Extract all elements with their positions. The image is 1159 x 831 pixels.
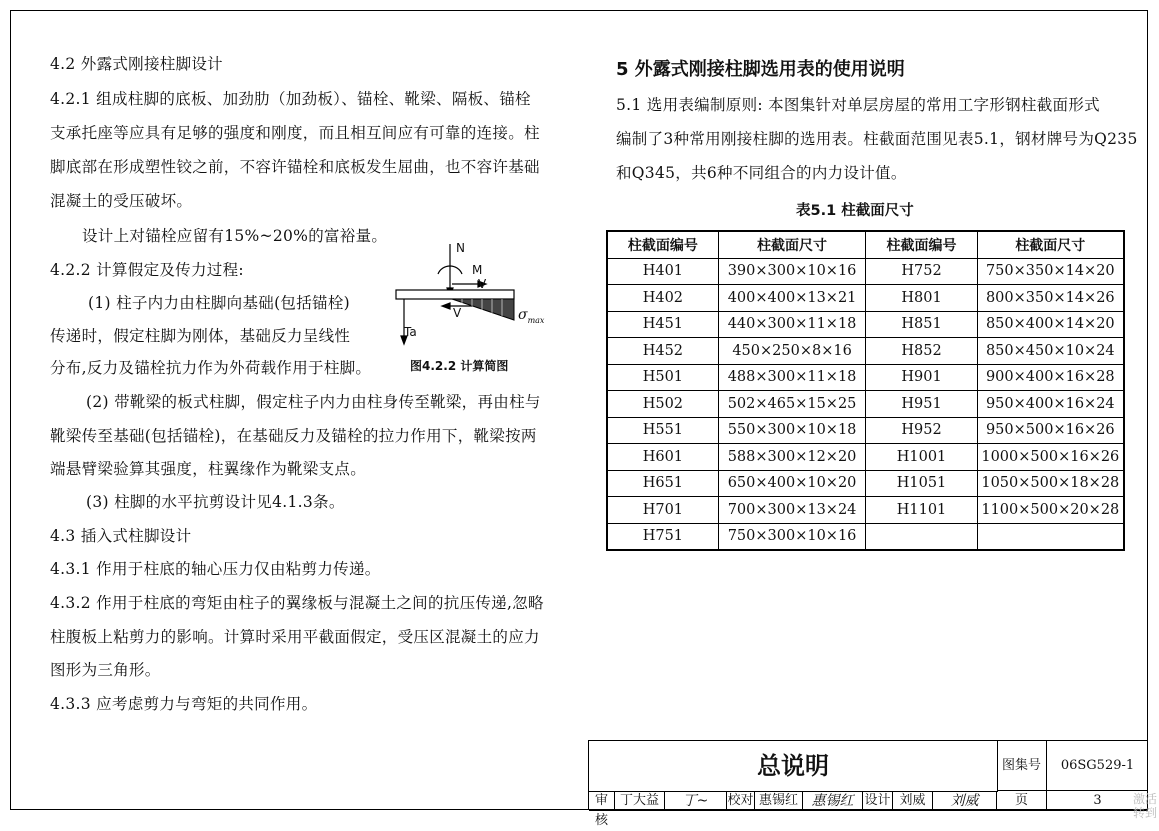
table-cell: H402 [607, 285, 718, 312]
table-cell: H551 [607, 417, 718, 444]
item1-line3: 分布,反力及锚栓抗力作为外荷载作用于柱脚。 [50, 359, 372, 377]
item1-line1: (1) 柱子内力由柱脚向基础(包括锚栓) [88, 294, 350, 312]
label-Ta: Ta [404, 325, 417, 339]
atlas-label: 图集号 [997, 741, 1047, 791]
designer-signature: 刘威 [933, 791, 997, 811]
section-4-3-heading: 4.3 插入式柱脚设计 [50, 527, 192, 545]
table-cell: 1050×500×18×28 [977, 470, 1124, 497]
reviewer-signature: 丁~ [665, 791, 727, 811]
table-cell: H752 [866, 258, 977, 285]
section-5-heading: 5 外露式刚接柱脚选用表的使用说明 [616, 59, 905, 80]
table-cell: H852 [866, 338, 977, 365]
table-cell: 750×350×14×20 [977, 258, 1124, 285]
table-row [607, 391, 1124, 418]
checker-signature: 惠锡红 [803, 791, 863, 811]
page-number: 3 [1047, 791, 1148, 811]
drawing-title: 总说明 [589, 741, 998, 792]
header-section-size: 柱截面尺寸 [718, 231, 866, 258]
label-M: M [472, 263, 483, 277]
table-cell: 440×300×11×18 [718, 311, 866, 338]
table-cell: 400×400×13×21 [718, 285, 866, 312]
table-cell: H1101 [866, 497, 977, 524]
para-5-1-line2: 编制了3种常用刚接柱脚的选用表。柱截面范围见表5.1，钢材牌号为Q235 [616, 130, 1138, 148]
para-5-1-line3: 和Q345，共6种不同组合的内力设计值。 [616, 164, 907, 182]
table-row [607, 285, 1124, 312]
para-4-2-1-line3: 脚底部在形成塑性铰之前，不容许锚栓和底板发生屈曲，也不容许基础 [50, 158, 540, 176]
table-cell: 550×300×10×18 [718, 417, 866, 444]
para-4-2-1-line4: 混凝土的受压破坏。 [50, 192, 193, 210]
label-N: N [456, 241, 465, 255]
table-cell: H701 [607, 497, 718, 524]
table-cell: H401 [607, 258, 718, 285]
table-cell: 450×250×8×16 [718, 338, 866, 365]
table-row [607, 523, 1124, 550]
watermark-line2: 转到 [1132, 806, 1157, 820]
table-row [607, 497, 1124, 524]
para-4-3-3: 4.3.3 应考虑剪力与弯矩的共同作用。 [50, 695, 318, 713]
table-cell: 1100×500×20×28 [977, 497, 1124, 524]
table-cell [977, 523, 1124, 550]
page-label: 页 [997, 791, 1047, 811]
checker-name: 惠锡红 [755, 791, 803, 811]
item1-line2: 传递时，假定柱脚为刚体，基础反力呈线性 [50, 327, 351, 345]
table-cell: 800×350×14×26 [977, 285, 1124, 312]
para-4-3-2-line2: 柱腹板上粘剪力的影响。计算时采用平截面假定，受压区混凝土的应力 [50, 628, 540, 646]
watermark [1133, 792, 1157, 820]
table-cell: H801 [866, 285, 977, 312]
table-caption: 表5.1 柱截面尺寸 [796, 203, 914, 219]
table-cell: H452 [607, 338, 718, 365]
table-cell: 488×300×11×18 [718, 364, 866, 391]
stress-triangle [452, 299, 514, 320]
table-cell: H1051 [866, 470, 977, 497]
table-cell: 750×300×10×16 [718, 523, 866, 550]
table-row [607, 470, 1124, 497]
table-cell: 950×400×16×24 [977, 391, 1124, 418]
table-cell: 700×300×13×24 [718, 497, 866, 524]
table-header-row [607, 231, 1124, 258]
anchor-margin-note: 设计上对锚栓应留有15%~20%的富裕量。 [82, 227, 388, 245]
table-cell: H451 [607, 311, 718, 338]
item2-line3: 端悬臂梁验算其强度，柱翼缘作为靴梁支点。 [50, 460, 367, 478]
table-cell: H751 [607, 523, 718, 550]
review-label: 审核 [589, 791, 615, 811]
table-cell: 588×300×12×20 [718, 444, 866, 471]
table-cell: 900×400×16×28 [977, 364, 1124, 391]
table-cell: 950×500×16×26 [977, 417, 1124, 444]
table-cell: H901 [866, 364, 977, 391]
reviewer-name: 丁大益 [615, 791, 665, 811]
label-V: V [478, 277, 487, 291]
table-row [607, 338, 1124, 365]
design-label: 设计 [863, 791, 893, 811]
table-cell: 850×400×14×20 [977, 311, 1124, 338]
item3: (3) 柱脚的水平抗剪设计见4.1.3条。 [86, 493, 345, 511]
table-cell: 1000×500×16×26 [977, 444, 1124, 471]
header-section-size-2: 柱截面尺寸 [977, 231, 1124, 258]
table-row [607, 364, 1124, 391]
watermark-line1: 激活 [1132, 792, 1157, 806]
para-5-1-line1: 5.1 选用表编制原则: 本图集针对单层房屋的常用工字形钢柱截面形式 [616, 96, 1100, 114]
table-row [607, 311, 1124, 338]
para-4-3-2-line3: 图形为三角形。 [50, 661, 161, 679]
table-cell: H601 [607, 444, 718, 471]
item2-line2: 靴梁传至基础(包括锚栓)，在基础反力及锚栓的拉力作用下，靴梁按两 [50, 427, 537, 445]
table-cell: H951 [866, 391, 977, 418]
table-cell: 390×300×10×16 [718, 258, 866, 285]
figure-caption: 图4.2.2 计算简图 [410, 359, 509, 373]
table-row [607, 258, 1124, 285]
check-label: 校对 [727, 791, 755, 811]
table-cell: H502 [607, 391, 718, 418]
atlas-number: 06SG529-1 [1047, 741, 1148, 791]
table-cell: H1001 [866, 444, 977, 471]
label-V2: V [453, 306, 462, 320]
para-4-2-1-line1: 4.2.1 组成柱脚的底板、加劲肋（加劲板）、锚栓、靴梁、隔板、锚栓 [50, 90, 531, 108]
table-cell: H651 [607, 470, 718, 497]
table-cell: H952 [866, 417, 977, 444]
table-cell: 502×465×15×25 [718, 391, 866, 418]
header-section-id: 柱截面编号 [607, 231, 718, 258]
table-cell: H501 [607, 364, 718, 391]
section-4-2-2-heading: 4.2.2 计算假定及传力过程: [50, 261, 244, 279]
table-row [607, 417, 1124, 444]
label-sigma: $\sigma_{max}$ [518, 307, 545, 325]
header-section-id-2: 柱截面编号 [866, 231, 977, 258]
section-size-table [606, 230, 1125, 551]
table-cell [866, 523, 977, 550]
table-row [607, 444, 1124, 471]
item2-line1: (2) 带靴梁的板式柱脚，假定柱子内力由柱身传至靴梁，再由柱与 [86, 393, 541, 411]
para-4-3-1: 4.3.1 作用于柱底的轴心压力仅由粘剪力传递。 [50, 560, 381, 578]
designer-name: 刘威 [893, 791, 933, 811]
section-4-2-heading: 4.2 外露式刚接柱脚设计 [50, 55, 223, 73]
para-4-3-2-line1: 4.3.2 作用于柱底的弯矩由柱子的翼缘板与混凝土之间的抗压传递,忽略 [50, 594, 544, 612]
para-4-2-1-line2: 支承托座等应具有足够的强度和刚度，而且相互间应有可靠的连接。柱 [50, 124, 540, 142]
table-cell: H851 [866, 311, 977, 338]
table-cell: 650×400×10×20 [718, 470, 866, 497]
table-cell: 850×450×10×24 [977, 338, 1124, 365]
